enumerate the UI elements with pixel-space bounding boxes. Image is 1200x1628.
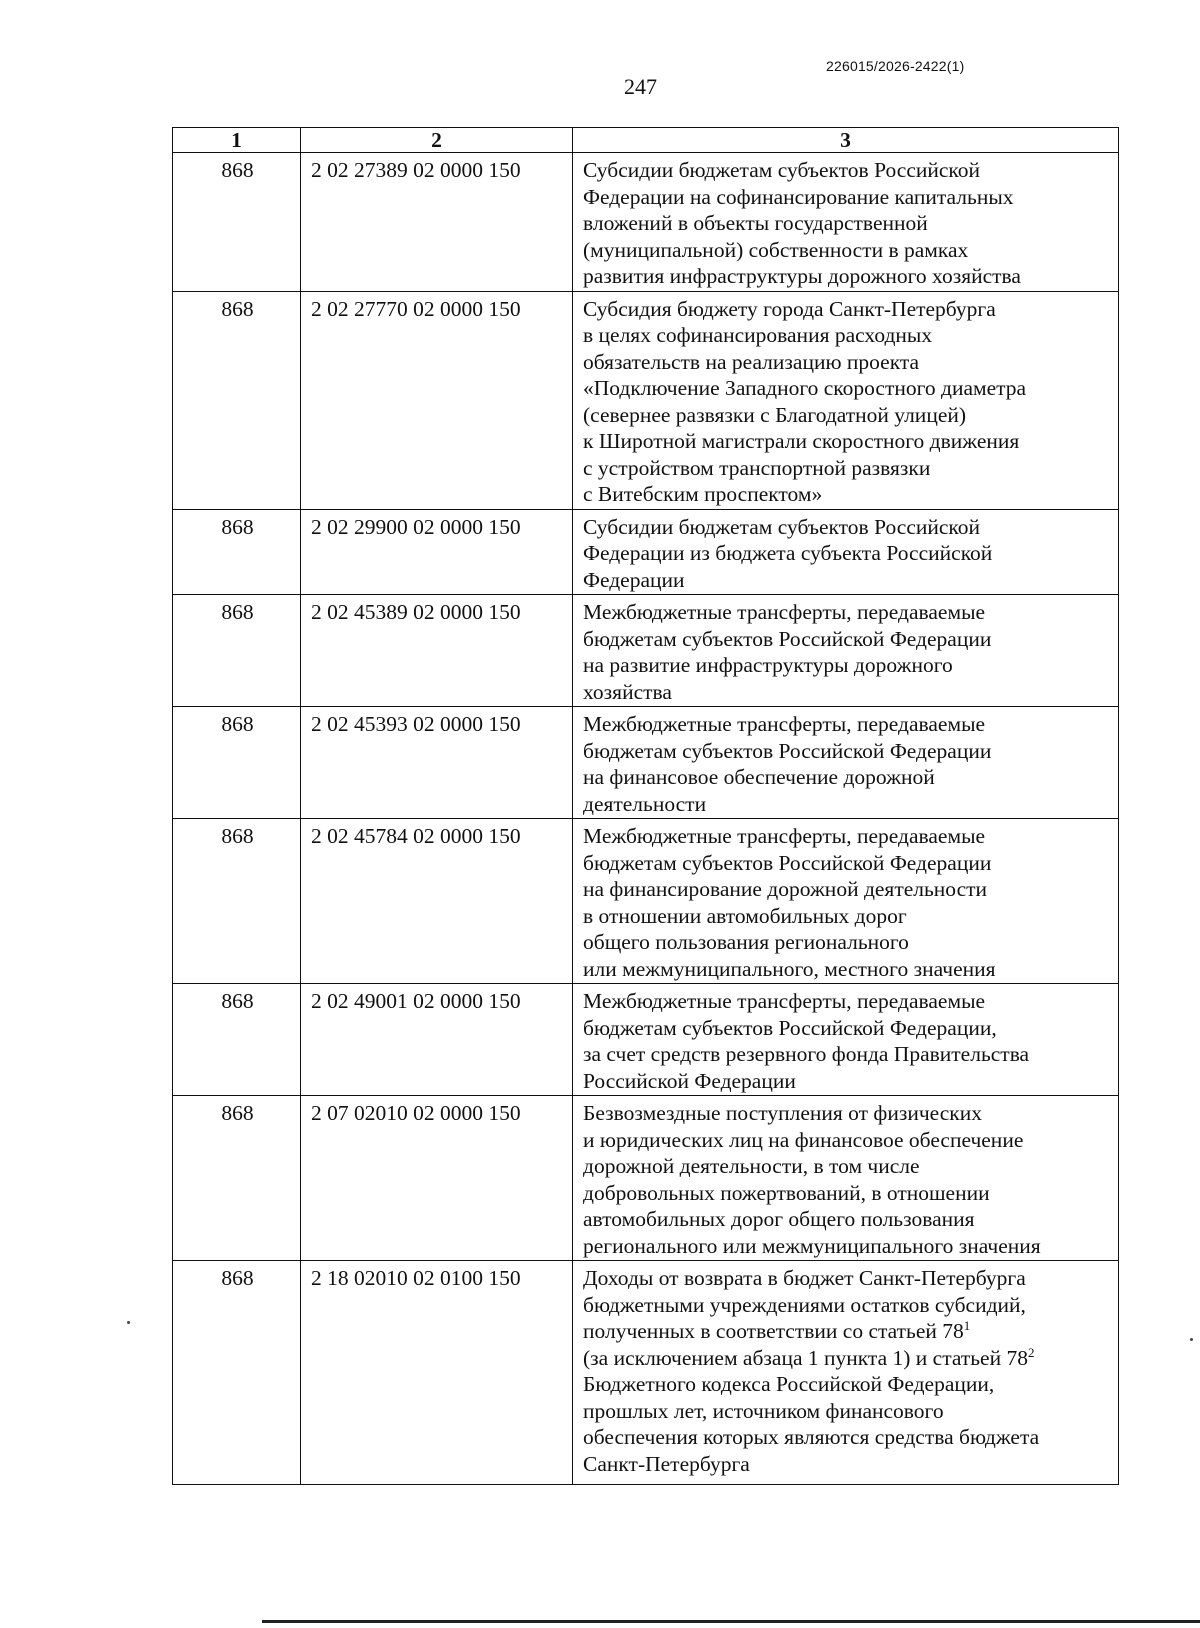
superscript-2: 2 <box>1027 1344 1035 1360</box>
description-text: Доходы от возврата в бюджет Санкт-Петербурга бюджетными учреждениями остатков субсидий, полученных в соответствии со статьей 78 <box>583 1266 1026 1343</box>
revenue-code-cell: 2 07 02010 02 0000 150 <box>301 1096 573 1261</box>
table-row <box>173 707 1119 819</box>
description-text: Бюджетного кодекса Российской Федерации, прошлых лет, источником финансового обеспечения которых являются средства бюджета Санкт-Петербурга <box>583 1372 1040 1476</box>
revenue-description-cell: Межбюджетные трансферты, передаваемые бюджетам субъектов Российской Федерации на финансовое обеспечение дорожной деятельности <box>573 707 1119 819</box>
table-row <box>173 1096 1119 1261</box>
revenue-code-cell: 2 02 49001 02 0000 150 <box>301 984 573 1096</box>
revenue-description-cell: Субсидия бюджету города Санкт-Петербурга в целях софинансирования расходных обязательств на реализацию проекта «Подключение Западного скоростного диаметра (севернее развязки с Благодатной улицей) к Широтной магистрали скоростного движения с устройством транспортной развязки с Витебским проспектом» <box>573 291 1119 509</box>
superscript-1: 1 <box>963 1317 971 1333</box>
page-number: 247 <box>624 74 657 99</box>
admin-code-cell: 868 <box>173 595 301 707</box>
admin-code-cell: 868 <box>173 509 301 595</box>
table-row <box>173 819 1119 984</box>
revenue-code-cell: 2 02 27770 02 0000 150 <box>301 291 573 509</box>
revenue-code-cell: 2 02 45784 02 0000 150 <box>301 819 573 984</box>
revenue-description-cell: Безвозмездные поступления от физических и юридических лиц на финансовое обеспечение дорожной деятельности, в том числе добровольных пожертвований, в отношении автомобильных дорог общего пользования регионального или межмуниципального значения <box>573 1096 1119 1261</box>
revenue-description-cell: Субсидии бюджетам субъектов Российской Федерации из бюджета субъекта Российской Федерации <box>573 509 1119 595</box>
document-id: 226015/2026-2422(1) <box>826 58 965 74</box>
revenue-codes-table <box>172 127 1119 1485</box>
table-header-row <box>173 128 1119 153</box>
revenue-description-cell: Субсидии бюджетам субъектов Российской Федерации на софинансирование капитальных вложений в объекты государственной (муниципальной) собственности в рамках развития инфраструктуры дорожного хозяйства <box>573 153 1119 292</box>
revenue-description-cell: Межбюджетные трансферты, передаваемые бюджетам субъектов Российской Федерации, за счет средств резервного фонда Правительства Российской Федерации <box>573 984 1119 1096</box>
admin-code-cell: 868 <box>173 819 301 984</box>
table-row <box>173 291 1119 509</box>
description-text: (за исключением абзаца 1 пункта 1) и статьей 78 <box>583 1345 1028 1370</box>
revenue-code-cell: 2 18 02010 02 0100 150 <box>301 1261 573 1485</box>
column-header-1: 1 <box>173 128 301 153</box>
revenue-code-cell: 2 02 27389 02 0000 150 <box>301 153 573 292</box>
scan-speck <box>127 1321 130 1324</box>
revenue-description-cell: Межбюджетные трансферты, передаваемые бюджетам субъектов Российской Федерации на развитие инфраструктуры дорожного хозяйства <box>573 595 1119 707</box>
admin-code-cell: 868 <box>173 1261 301 1485</box>
scan-edge-line <box>262 1620 1200 1623</box>
revenue-code-cell: 2 02 45389 02 0000 150 <box>301 595 573 707</box>
revenue-code-cell: 2 02 45393 02 0000 150 <box>301 707 573 819</box>
column-header-3: 3 <box>573 128 1119 153</box>
admin-code-cell: 868 <box>173 1096 301 1261</box>
revenue-description-cell <box>573 1261 1119 1485</box>
admin-code-cell: 868 <box>173 707 301 819</box>
scan-speck <box>1190 1338 1193 1341</box>
table-row <box>173 1261 1119 1485</box>
revenue-code-cell: 2 02 29900 02 0000 150 <box>301 509 573 595</box>
revenue-description-cell: Межбюджетные трансферты, передаваемые бюджетам субъектов Российской Федерации на финансирование дорожной деятельности в отношении автомобильных дорог общего пользования регионального или межмуниципального, местного значения <box>573 819 1119 984</box>
table-row <box>173 595 1119 707</box>
admin-code-cell: 868 <box>173 153 301 292</box>
admin-code-cell: 868 <box>173 291 301 509</box>
admin-code-cell: 868 <box>173 984 301 1096</box>
table-row <box>173 153 1119 292</box>
column-header-2: 2 <box>301 128 573 153</box>
table-row <box>173 509 1119 595</box>
table-row <box>173 984 1119 1096</box>
